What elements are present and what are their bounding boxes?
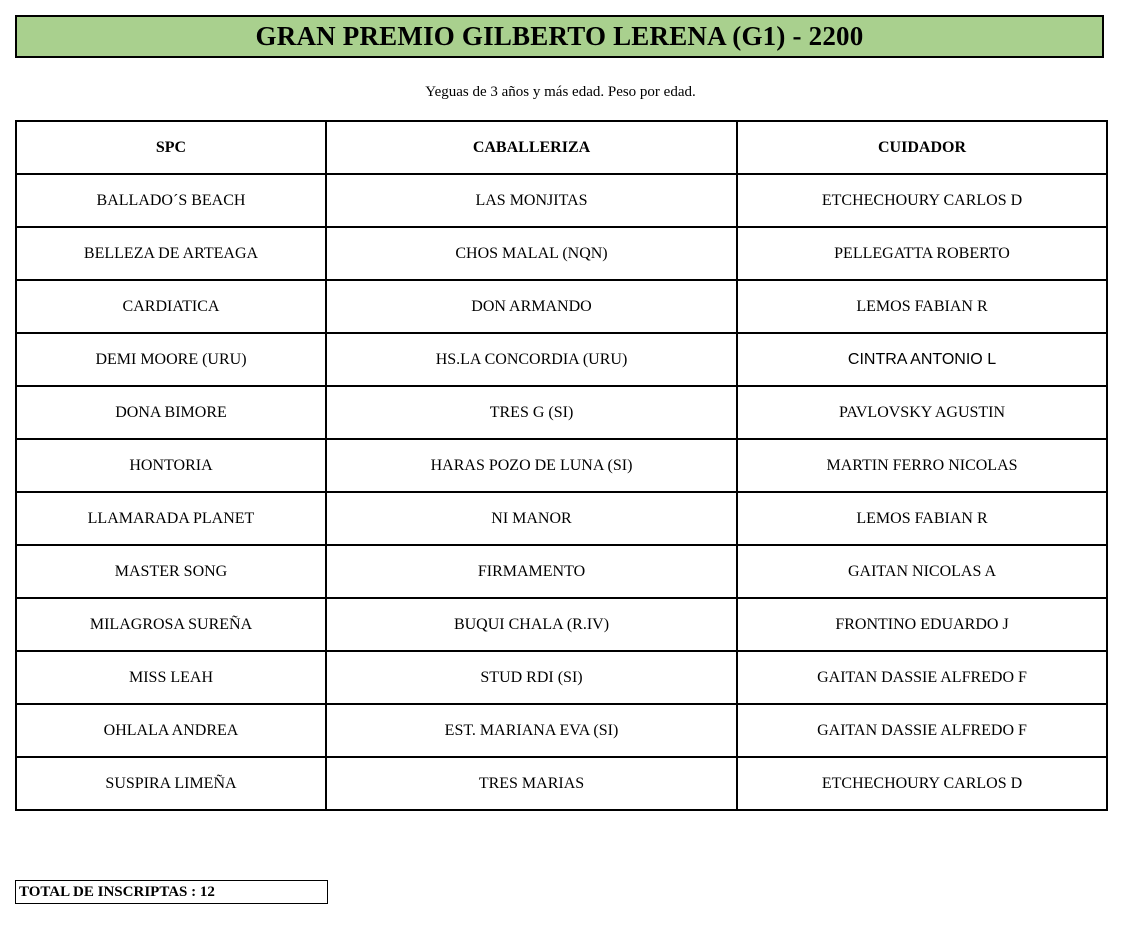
table-row — [16, 280, 1107, 333]
cell-cuidador: FRONTINO EDUARDO J — [737, 598, 1107, 651]
cell-caballeriza: NI MANOR — [326, 492, 737, 545]
cell-spc: MASTER SONG — [16, 545, 326, 598]
cell-spc: BELLEZA DE ARTEAGA — [16, 227, 326, 280]
cell-spc: BALLADO´S BEACH — [16, 174, 326, 227]
total-entries-label: TOTAL DE INSCRIPTAS : 12 — [19, 883, 215, 900]
cell-spc: LLAMARADA PLANET — [16, 492, 326, 545]
column-header-spc: SPC — [16, 121, 326, 174]
cell-caballeriza: TRES MARIAS — [326, 757, 737, 810]
table-row — [16, 333, 1107, 386]
cell-caballeriza: DON ARMANDO — [326, 280, 737, 333]
table-row — [16, 439, 1107, 492]
cell-spc: MISS LEAH — [16, 651, 326, 704]
cell-caballeriza: TRES G (SI) — [326, 386, 737, 439]
table-row — [16, 174, 1107, 227]
table-row — [16, 386, 1107, 439]
cell-cuidador: ETCHECHOURY CARLOS D — [737, 757, 1107, 810]
cell-cuidador: PELLEGATTA ROBERTO — [737, 227, 1107, 280]
cell-caballeriza: CHOS MALAL (NQN) — [326, 227, 737, 280]
cell-caballeriza: HARAS POZO DE LUNA (SI) — [326, 439, 737, 492]
column-header-cuidador: CUIDADOR — [737, 121, 1107, 174]
table-row — [16, 598, 1107, 651]
page-title-banner — [15, 15, 1104, 58]
cell-cuidador: ETCHECHOURY CARLOS D — [737, 174, 1107, 227]
cell-cuidador: GAITAN DASSIE ALFREDO F — [737, 704, 1107, 757]
cell-spc: SUSPIRA LIMEÑA — [16, 757, 326, 810]
cell-caballeriza: LAS MONJITAS — [326, 174, 737, 227]
table-row — [16, 704, 1107, 757]
column-header-caballeriza: CABALLERIZA — [326, 121, 737, 174]
cell-spc: HONTORIA — [16, 439, 326, 492]
cell-caballeriza: BUQUI CHALA (R.IV) — [326, 598, 737, 651]
cell-spc: DEMI MOORE (URU) — [16, 333, 326, 386]
cell-caballeriza: FIRMAMENTO — [326, 545, 737, 598]
cell-caballeriza: STUD RDI (SI) — [326, 651, 737, 704]
table-header-row — [16, 121, 1107, 174]
cell-caballeriza: EST. MARIANA EVA (SI) — [326, 704, 737, 757]
cell-spc: MILAGROSA SUREÑA — [16, 598, 326, 651]
cell-cuidador: GAITAN NICOLAS A — [737, 545, 1107, 598]
table-row — [16, 651, 1107, 704]
cell-spc: OHLALA ANDREA — [16, 704, 326, 757]
cell-cuidador: MARTIN FERRO NICOLAS — [737, 439, 1107, 492]
race-conditions-subtitle: Yeguas de 3 años y más edad. Peso por edad. — [425, 84, 696, 100]
table-row — [16, 492, 1107, 545]
cell-caballeriza: HS.LA CONCORDIA (URU) — [326, 333, 737, 386]
cell-spc: CARDIATICA — [16, 280, 326, 333]
cell-cuidador: LEMOS FABIAN R — [737, 280, 1107, 333]
cell-spc: DONA BIMORE — [16, 386, 326, 439]
entries-table — [15, 120, 1108, 811]
page-title: GRAN PREMIO GILBERTO LERENA (G1) - 2200 — [255, 21, 864, 51]
table-row — [16, 757, 1107, 810]
table-row — [16, 545, 1107, 598]
cell-cuidador: LEMOS FABIAN R — [737, 492, 1107, 545]
cell-cuidador: CINTRA ANTONIO L — [737, 333, 1107, 386]
total-entries-box — [15, 880, 328, 904]
cell-cuidador: GAITAN DASSIE ALFREDO F — [737, 651, 1107, 704]
cell-cuidador: PAVLOVSKY AGUSTIN — [737, 386, 1107, 439]
table-row — [16, 227, 1107, 280]
